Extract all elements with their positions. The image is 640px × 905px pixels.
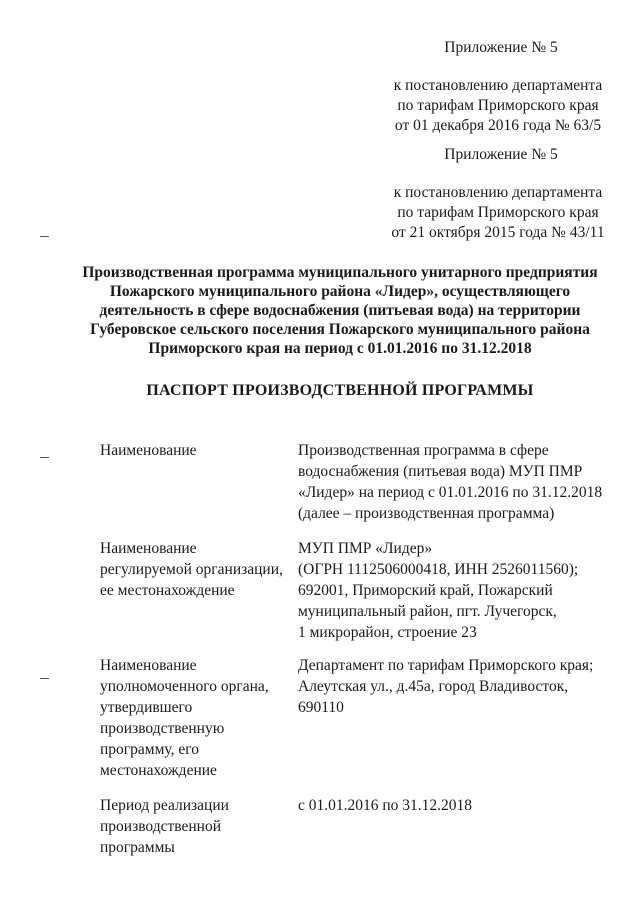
row-label-line: ее местонахождение <box>100 582 235 599</box>
row-value-line: (ОГРН 1112506000418, ИНН 2526011560); <box>298 561 579 578</box>
row-value-line: Алеутская ул., д.45а, город Владивосток, <box>298 678 569 695</box>
appendix-line: по тарифам Приморского края <box>397 97 599 114</box>
row-value-line: муниципальный район, пгт. Лучегорск, <box>298 603 557 620</box>
row-value-line: «Лидер» на период с 01.01.2016 по 31.12.2018 <box>298 484 603 501</box>
document-title <box>60 263 620 358</box>
margin-mark <box>40 678 49 679</box>
row-label-line: производственную <box>100 720 225 737</box>
row-value <box>298 538 618 643</box>
row-label-line: регулируемой организации, <box>100 561 283 578</box>
row-value-line: с 01.01.2016 по 31.12.2018 <box>298 797 473 814</box>
row-value <box>298 655 618 718</box>
appendix-block-original <box>378 145 618 243</box>
row-label-line: местонахождение <box>100 762 217 779</box>
margin-mark <box>40 236 49 237</box>
title-line: деятельность в сфере водоснабжения (питьевая вода) на территории <box>99 302 581 319</box>
title-line: Приморского края на период с 01.01.2016 по 31.12.2018 <box>148 340 532 357</box>
appendix-line: к постановлению департамента <box>393 77 603 94</box>
row-label <box>100 795 290 858</box>
row-value-line: (далее – производственная программа) <box>298 505 555 522</box>
row-label-line: Наименование <box>100 657 197 674</box>
row-value <box>298 440 618 524</box>
row-label-line: программу, его <box>100 741 199 758</box>
row-value-line: 690110 <box>298 699 344 716</box>
row-label-line: Период реализации <box>100 797 229 814</box>
row-label-line: утвердившего <box>100 699 193 716</box>
row-value <box>298 795 618 816</box>
appendix-line: от 01 декабря 2016 года № 63/5 <box>394 117 602 134</box>
appendix-line: от 21 октября 2015 года № 43/11 <box>391 224 605 241</box>
row-value-line: МУП ПМР «Лидер» <box>298 540 433 557</box>
row-value-line: 692001, Приморский край, Пожарский <box>298 582 553 599</box>
appendix-number: Приложение № 5 <box>444 146 558 163</box>
row-value-line: 1 микрорайон, строение 23 <box>298 624 477 641</box>
row-label-line: производственной <box>100 818 222 835</box>
appendix-reference <box>378 76 618 136</box>
title-line: Губеровское сельского поселения Пожарского муниципального района <box>90 321 590 338</box>
row-label-line: уполномоченного органа, <box>100 678 269 695</box>
appendix-reference <box>378 183 618 243</box>
row-label <box>100 440 290 461</box>
row-label <box>100 538 290 601</box>
row-value-line: Департамент по тарифам Приморского края; <box>298 657 594 674</box>
appendix-number: Приложение № 5 <box>444 39 558 56</box>
appendix-line: к постановлению департамента <box>393 184 603 201</box>
row-value-line: водоснабжения (питьевая вода) МУП ПМР <box>298 463 583 480</box>
passport-heading: ПАСПОРТ ПРОИЗВОДСТВЕННОЙ ПРОГРАММЫ <box>146 382 534 399</box>
row-label-line: программы <box>100 839 175 856</box>
row-value-line: Производственная программа в сфере <box>298 442 549 459</box>
margin-mark <box>40 457 49 458</box>
appendix-block-current <box>378 38 618 136</box>
title-line: Производственная программа муниципального унитарного предприятия <box>82 264 598 281</box>
row-label <box>100 655 290 781</box>
row-label-line: Наименование <box>100 442 197 459</box>
title-line: Пожарского муниципального района «Лидер», осуществляющего <box>109 283 571 300</box>
appendix-line: по тарифам Приморского края <box>397 204 599 221</box>
row-label-line: Наименование <box>100 540 197 557</box>
